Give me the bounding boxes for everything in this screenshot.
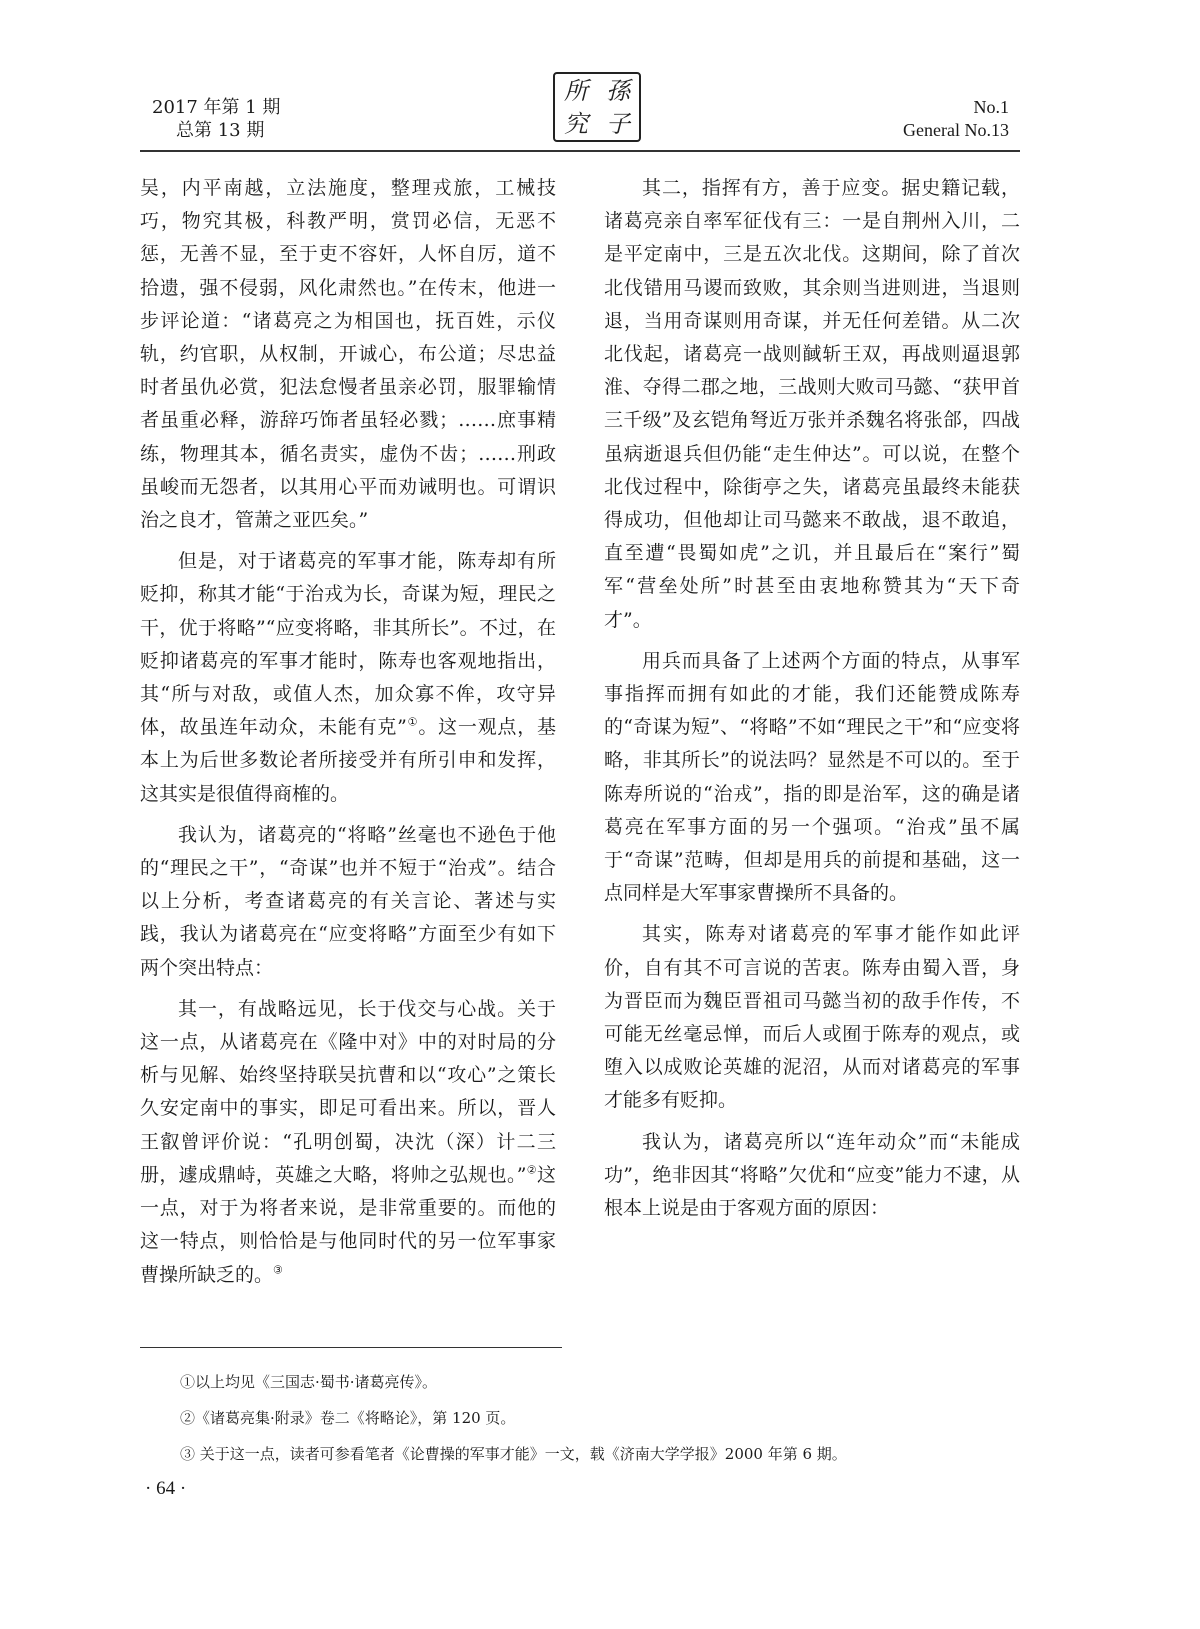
issue-number-en: No.1 — [973, 97, 1009, 117]
paragraph-text: 但是，对于诸葛亮的军事才能，陈寿却有所贬抑，称其才能“于治戎为长，奇谋为短，理民之干，优于将略”“应变将略，非其所长”。不过，在贬抑诸葛亮的军事才能时，陈寿也客观地指出，其“所与对敌，或值人杰，加众寡不侔，攻守异体，故虽连年动众，未能有克” — [140, 550, 556, 739]
paragraph: 我认为，诸葛亮的“将略”丝毫也不逊色于他的“理民之干”，“奇谋”也并不短于“治戎”。结合以上分析，考查诸葛亮的有关言论、著述与实践，我认为诸葛亮在“应变将略”方面至少有如下两个突出特点： — [140, 823, 556, 979]
issue-info-en — [903, 96, 1009, 142]
paragraph: 其二，指挥有方，善于应变。据史籍记载，诸葛亮亲自率军征伐有三：一是自荆州入川，二是平定南中，三是五次北伐。这期间，除了首次北伐错用马谡而致败，其余则当进则进，当退则退，当用奇谋则用奇谋，并无任何差错。从二次北伐起，诸葛亮一战则馘斩王双，再战则逼退郭淮、夺得二郡之地，三战则大败司马懿、“获甲首三千级”及玄铠角弩近万张并杀魏名将张郃，四战虽病逝退兵但仍能“走生仲达”。可以说，在整个北伐过程中，除街亭之失，诸葛亮虽最终未能获得成功，但他却让司马懿来不敢战，退不敢追，直至遭“畏蜀如虎”之讥，并且最后在“案行”蜀军“营垒处所”时甚至由衷地称赞其为“天下奇才”。 — [604, 177, 1020, 631]
paragraph: 其实，陈寿对诸葛亮的军事才能作如此评价，自有其不可言说的苦衷。陈寿由蜀入晋，身为晋臣而为魏臣晋祖司马懿当初的敌手作传，不可能无丝毫忌惮，而后人或囿于陈寿的观点，或堕入以成败论英雄的泥沼，从而对诸葛亮的军事才能多有贬抑。 — [604, 923, 1020, 1112]
footnote: ①以上均见《三国志·蜀书·诸葛亮传》。 — [180, 1373, 438, 1391]
paragraph: 我认为，诸葛亮所以“连年动众”而“未能成功”，绝非因其“将略”欠优和“应变”能力不逮，从根本上说是由于客观方面的原因： — [604, 1130, 1020, 1220]
footnote-ref: ② — [526, 1163, 537, 1177]
logo-char: 孫 — [606, 76, 630, 105]
logo-char: 子 — [606, 109, 630, 138]
page-header — [0, 0, 1200, 160]
footnotes — [180, 1364, 1020, 1472]
header-rule — [140, 150, 1020, 152]
left-column — [140, 172, 556, 1300]
issue-total: 总第 13 期 — [176, 120, 265, 141]
paragraph — [140, 545, 556, 811]
paragraph-text: 这一点，对于为将者来说，是非常重要的。而他的这一特点，则恰恰是与他同时代的另一位军事家曹操所缺乏的。 — [140, 1163, 556, 1286]
footnote: ③ 关于这一点，读者可参看笔者《论曹操的军事才能》一文，载《济南大学学报》2000 年第 6 期。 — [180, 1445, 847, 1463]
journal-logo — [553, 72, 641, 142]
issue-info — [152, 96, 280, 142]
footnote-ref: ③ — [273, 1263, 283, 1277]
footnote: ②《诸葛亮集·附录》卷二《将略论》，第 120 页。 — [180, 1409, 516, 1427]
paragraph-text: 。这一观点，基本上为后世多数论者所接受并有所引申和发挥，这其实是很值得商榷的。 — [140, 716, 556, 805]
right-column — [604, 172, 1020, 1233]
footnote-rule — [140, 1347, 562, 1348]
logo-char: 所 — [564, 76, 588, 105]
footnote-ref: ① — [406, 715, 419, 729]
paragraph: 吴，内平南越，立法施度，整理戎旅，工械技巧，物究其极，科教严明，赏罚必信，无恶不惩，无善不显，至于吏不容奸，人怀自厉，道不拾遗，强不侵弱，风化肃然也。”在传末，他进一步评论道：“诸葛亮之为相国也，抚百姓，示仪轨，约官职，从权制，开诚心，布公道；尽忠益时者虽仇必赏，犯法怠慢者虽亲必罚，服罪输情者虽重必释，游辞巧饰者虽轻必戮；……庶事精练，物理其本，循名责实，虚伪不齿；……刑政虽峻而无怨者，以其用心平而劝诫明也。可谓识治之良才，管萧之亚匹矣。” — [140, 177, 556, 532]
page-number: · 64 · — [145, 1478, 187, 1499]
paragraph: 用兵而具备了上述两个方面的特点，从事军事指挥而拥有如此的才能，我们还能赞成陈寿的“奇谋为短”、“将略”不如“理民之干”和“应变将略，非其所长”的说法吗？显然是不可以的。至于陈寿所说的“治戎”，指的即是治军，这的确是诸葛亮在军事方面的另一个强项。“治戎”虽不属于“奇谋”范畴，但却是用兵的前提和基础，这一点同样是大军事家曹操所不具备的。 — [604, 649, 1020, 905]
logo-char: 究 — [564, 109, 588, 138]
issue-total-en: General No.13 — [903, 120, 1009, 140]
issue-number: 2017 年第 1 期 — [152, 97, 281, 118]
paragraph — [140, 993, 556, 1292]
paragraph-text: 其一，有战略远见，长于伐交与心战。关于这一点，从诸葛亮在《隆中对》中的对时局的分析与见解、始终坚持联吴抗曹和以“攻心”之策长久安定南中的事实，即足可看出来。所以，晋人王叡曾评价说：“孔明创蜀，决沈（深）计二三册，遽成鼎峙，英雄之大略，将帅之弘规也。” — [140, 997, 556, 1186]
